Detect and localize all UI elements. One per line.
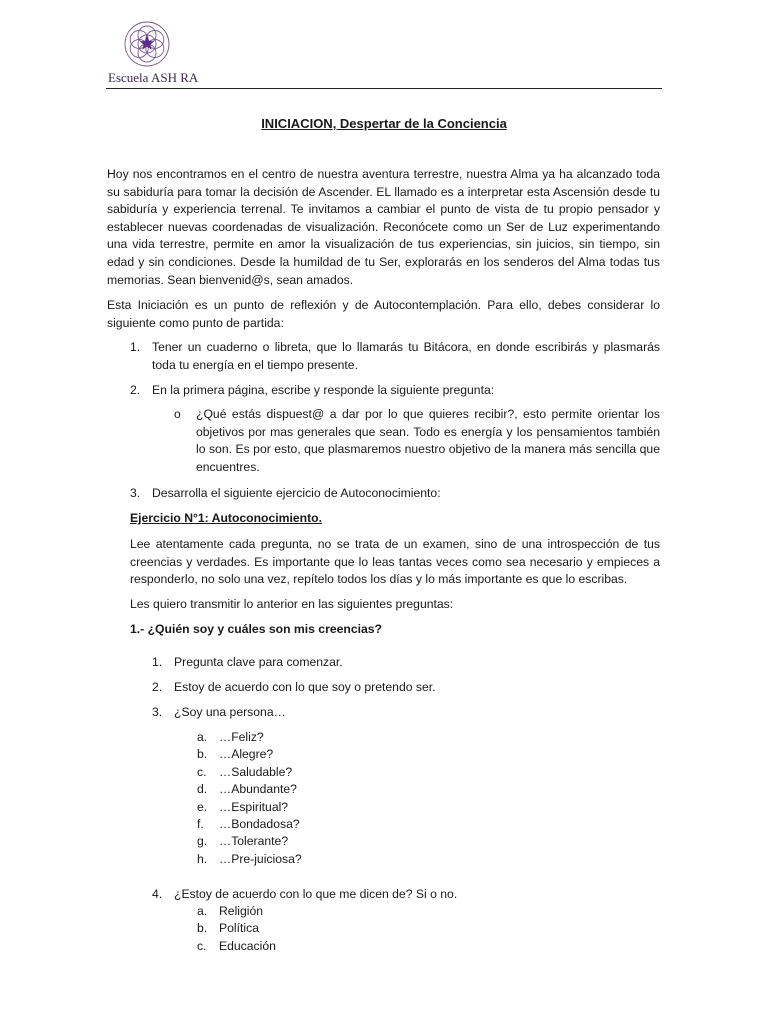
option-letter: d.	[197, 782, 208, 797]
starting-point-paragraph: Esta Iniciación es un punto de reflexión y de Autocontemplación. Para ello, debes considerar lo siguiente como punto de partida:	[107, 298, 660, 330]
exercise-lead-paragraph: Lee atentamente cada pregunta, no se trata de un examen, sino de una introspección de tus creencias y verdades. Es importante que lo leas tantas veces como sea necesario y empieces a responderlo, no solo una vez, repítelo todos los días y lo más importante es que lo escribas.	[130, 537, 660, 587]
step-number: 3.	[130, 486, 141, 500]
sub-bullet-text: ¿Qué estás dispuest@ a dar por lo que quieres recibir?, esto permite orientar los objetivos por mas generales que sean. Todo es energía y los pensamientos también lo son. Es por esto, que plasmaremos nuestro objetivo de la manera más sencilla que encuentres.	[196, 407, 660, 474]
option-letter: f.	[197, 817, 204, 832]
option-letter: a.	[197, 730, 208, 744]
question-text: ¿Soy una persona…	[174, 705, 286, 719]
question-number: 4.	[152, 887, 163, 901]
flower-of-life-logo-icon	[123, 20, 171, 68]
step-number: 1.	[130, 340, 141, 354]
hollow-bullet-icon: o	[174, 407, 181, 421]
intro-paragraph: Hoy nos encontramos en el centro de nuestra aventura terrestre, nuestra Alma ya ha alcanzado toda su sabiduría para tomar la decisión de Ascender. EL llamado es a interpretar esta Ascensión desde tu sabiduría y experiencia terrenal. Te invitamos a cambiar el punto de vista de tu propio pensador y establecer nuevas coordenadas de visualización. Reconócete como un Ser de Luz experimentando una vida terrestre, permite en amor la visualización de tus experiencias, sin juicios, sin tiempo, sin edad y sin condiciones. Desde la humildad de tu Ser, explorarás en los senderos del Alma todas tus memorias. Sean bienvenid@s, sean amados.	[107, 167, 660, 287]
step-text: Desarrolla el siguiente ejercicio de Autoconocimiento:	[152, 486, 441, 500]
option-item	[197, 833, 302, 850]
option-letter: e.	[197, 799, 208, 814]
option-text: …Tolerante?	[219, 834, 289, 849]
option-letter: c.	[197, 764, 207, 779]
option-item	[197, 781, 302, 798]
option-letter: a.	[197, 904, 208, 918]
option-text: …Bondadosa?	[219, 817, 300, 832]
option-letter: h.	[197, 851, 208, 866]
question-text: Pregunta clave para comenzar.	[174, 655, 343, 669]
option-text: …Alegre?	[219, 747, 274, 762]
option-item	[197, 746, 302, 763]
step-text: Tener un cuaderno o libreta, que lo llamarás tu Bitácora, en donde escribirás y plasmarás toda tu energía en el tiempo presente.	[152, 340, 660, 372]
option-text: …Feliz?	[219, 730, 264, 744]
option-text: …Espiritual?	[219, 799, 289, 814]
option-text: Política	[219, 921, 259, 936]
option-item	[197, 799, 302, 816]
option-item	[197, 851, 302, 868]
step-number: 2.	[130, 383, 141, 397]
document-title: INICIACION, Despertar de la Conciencia	[261, 116, 507, 131]
option-item	[197, 938, 276, 955]
question-number: 1.	[152, 655, 163, 669]
option-letter: c.	[197, 938, 207, 953]
school-name: Escuela ASH RA	[108, 70, 199, 85]
topic-options-list	[197, 903, 276, 955]
option-item	[197, 920, 276, 937]
option-text: …Abundante?	[219, 782, 297, 797]
persona-options-list	[197, 729, 302, 868]
header-divider	[106, 88, 662, 89]
option-item	[197, 816, 302, 833]
option-item	[197, 764, 302, 781]
option-text: …Pre-juiciosa?	[219, 851, 302, 866]
question-text: Estoy de acuerdo con lo que soy o pretendo ser.	[174, 680, 436, 694]
question-number: 2.	[152, 680, 163, 694]
option-text: …Saludable?	[219, 764, 293, 779]
question-number: 3.	[152, 705, 163, 719]
option-item	[197, 729, 302, 746]
step-text: En la primera página, escribe y responde la siguiente pregunta:	[152, 383, 495, 397]
transmit-line: Les quiero transmitir lo anterior en las siguientes preguntas:	[130, 597, 454, 611]
option-text: Religión	[219, 904, 264, 918]
option-item	[197, 903, 276, 920]
question-heading: 1.- ¿Quién soy y cuáles son mis creencias?	[130, 622, 382, 636]
option-letter: b.	[197, 921, 208, 936]
option-letter: g.	[197, 834, 208, 849]
option-text: Educación	[219, 938, 276, 953]
exercise-heading: Ejercicio N°1: Autoconocimiento.	[130, 511, 323, 525]
question-text: ¿Estoy de acuerdo con lo que me dicen de? Si o no.	[174, 887, 458, 901]
option-letter: b.	[197, 747, 208, 762]
